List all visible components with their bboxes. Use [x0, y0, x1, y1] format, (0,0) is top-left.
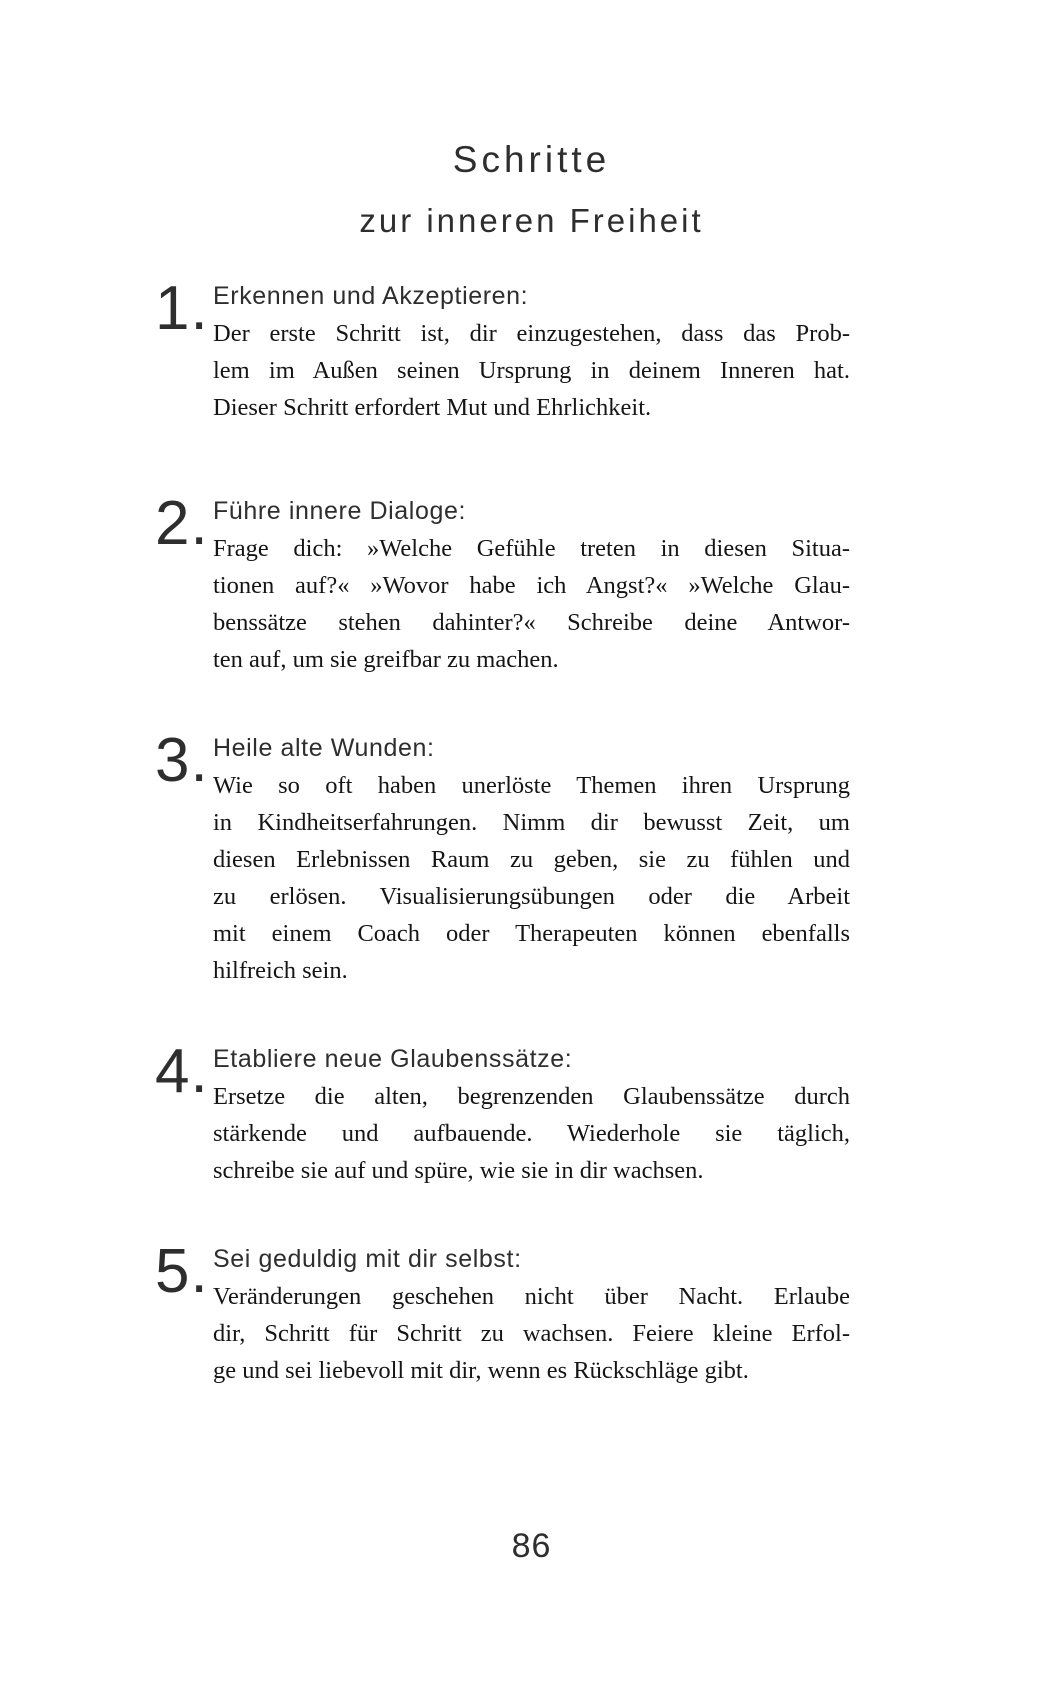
body-line: Ersetze die alten, begrenzenden Glaubenssätze durch — [213, 1082, 850, 1110]
step-5-number: 5. — [155, 1236, 209, 1306]
step-2-body — [213, 530, 850, 678]
step-3-heading: Heile alte Wunden: — [213, 733, 435, 762]
step-2 — [155, 488, 850, 678]
body-line: benssätze stehen dahinter?« Schreibe deine Antwor- — [213, 608, 850, 636]
body-line: lem im Außen seinen Ursprung in deinem Inneren hat. — [213, 356, 850, 384]
body-line: Frage dich: »Welche Gefühle treten in diesen Situa- — [213, 534, 850, 562]
body-line: diesen Erlebnissen Raum zu geben, sie zu fühlen und — [213, 845, 850, 873]
body-line: hilfreich sein. — [213, 956, 348, 984]
body-line: tionen auf?« »Wovor habe ich Angst?« »Welche Glau- — [213, 571, 850, 599]
step-5-body — [213, 1278, 850, 1389]
step-4 — [155, 1036, 850, 1189]
body-line: Wie so oft haben unerlöste Themen ihren Ursprung — [213, 771, 850, 799]
step-5-heading: Sei geduldig mit dir selbst: — [213, 1244, 522, 1273]
step-2-heading: Führe innere Dialoge: — [213, 496, 467, 525]
steps-list — [155, 273, 850, 1389]
step-3 — [155, 725, 850, 989]
chapter-title-line2: zur inneren Freiheit — [359, 201, 704, 239]
body-line: dir, Schritt für Schritt zu wachsen. Feiere kleine Erfol- — [213, 1319, 850, 1347]
chapter-title-line1: Schritte — [452, 139, 611, 180]
step-4-heading: Etabliere neue Glaubenssätze: — [213, 1044, 573, 1073]
step-4-number: 4. — [155, 1036, 209, 1106]
body-line: in Kindheitserfahrungen. Nimm dir bewusst Zeit, um — [213, 808, 850, 836]
body-line: schreibe sie auf und spüre, wie sie in dir wachsen. — [213, 1156, 704, 1184]
step-1-number: 1. — [155, 273, 209, 343]
body-line: Der erste Schritt ist, dir einzugestehen, dass das Prob- — [213, 319, 850, 347]
body-line: zu erlösen. Visualisierungsübungen oder die Arbeit — [213, 882, 850, 910]
body-line: stärkende und aufbauende. Wiederhole sie täglich, — [213, 1119, 850, 1147]
step-3-number: 3. — [155, 725, 209, 795]
body-line: Dieser Schritt erfordert Mut und Ehrlichkeit. — [213, 393, 652, 421]
step-5 — [155, 1236, 850, 1389]
step-2-number: 2. — [155, 488, 209, 558]
step-3-body — [213, 767, 850, 989]
body-line: mit einem Coach oder Therapeuten können ebenfalls — [213, 919, 850, 947]
step-4-body — [213, 1078, 850, 1189]
step-1 — [155, 273, 850, 426]
chapter-title — [0, 0, 1063, 239]
body-line: ten auf, um sie greifbar zu machen. — [213, 645, 559, 673]
page-number: 86 — [511, 1527, 552, 1565]
step-1-heading: Erkennen und Akzeptieren: — [213, 281, 529, 310]
body-line: Veränderungen geschehen nicht über Nacht. Erlaube — [213, 1282, 850, 1310]
step-1-body — [213, 315, 850, 426]
body-line: ge und sei liebevoll mit dir, wenn es Rückschläge gibt. — [213, 1356, 749, 1384]
